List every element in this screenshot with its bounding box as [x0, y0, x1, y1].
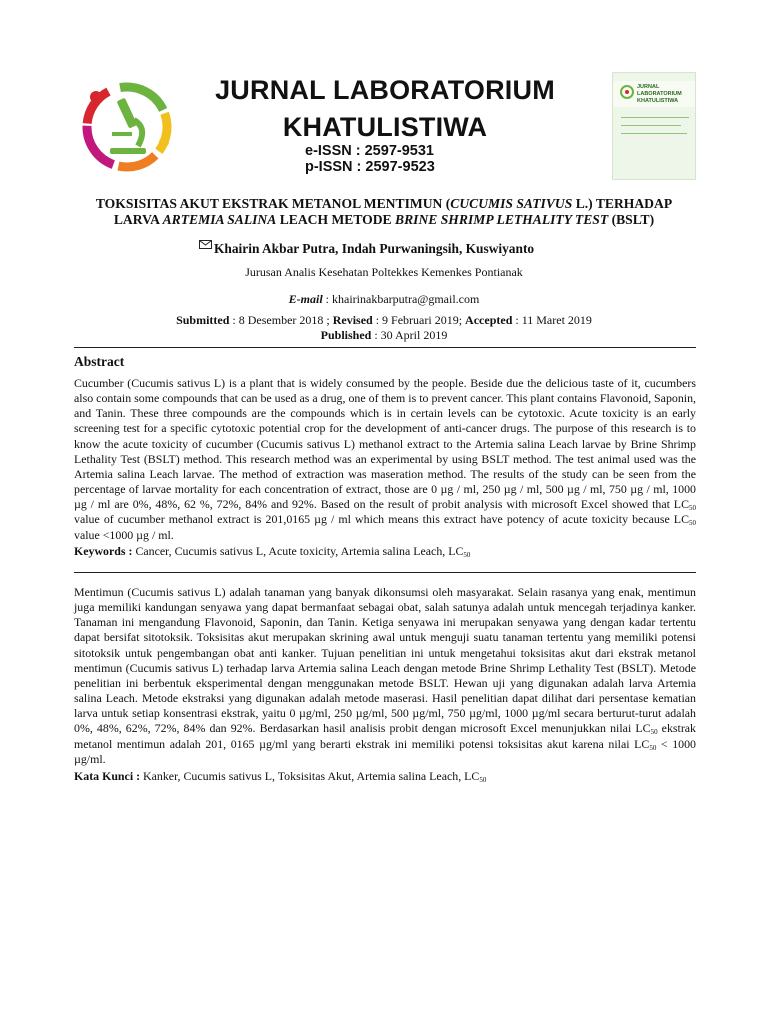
- eissn: e-ISSN : 2597-9531: [305, 143, 434, 159]
- dates-row-1: [0, 313, 768, 328]
- authors: Khairin Akbar Putra, Indah Purwaningsih, Kuswiyanto: [214, 241, 535, 256]
- journal-title: [195, 72, 575, 146]
- published-label: Published: [320, 328, 372, 342]
- kata-kunci-value: Kanker, Cucumis sativus L, Toksisitas Akut, Artemia salina Leach, LC: [140, 769, 480, 783]
- revised-label: Revised: [332, 313, 373, 327]
- cover-title-line1: JURNAL LABORATORIUM: [637, 84, 682, 97]
- abstract-text-a: Cucumber (Cucumis sativus L) is a plant that is widely consumed by the people. Beside due the delicious taste of it, cucumbers also contain some compounds that can be used as a drug, one of them is to prevent cancer. This plant contains Flavonoid, Saponin, and Tanin. These three compounds are the compounds which is in certain levels can be cytotoxic. Acute toxicity is an early screening test for a specific cytotoxic potential crop for the development of anti-cancer drugs. The purpose of this research is to know the acute toxicity of cucumber (Cucumis sativus L) methanol extract to the Artemia salina Leach larvae by Brine Shrimp Lethality Test (BSLT) method. This research method was an experimental by using BSLT method. The test animal used was the Artemia salina Leach larvae. The method of extraction was maseration method. The results of the study can be seen from the percentage of larvae mortality for each concentration of extract, those are 0 µg / ml, 250 µg / ml, 500 µg / ml, 750 µg / ml, 1000 µg / ml are 0%, 48%, 62 %, 72%, 84% and 92%. Based on the result of probit analysis with microsoft Excel showed that LC: [74, 376, 696, 512]
- keywords-value: Cancer, Cucumis sativus L, Acute toxicity, Artemia salina Leach, LC: [132, 544, 464, 558]
- title-part: LEACH METODE: [276, 212, 396, 227]
- title-species: CUCUMIS SATIVUS: [450, 196, 573, 211]
- published-value: : 30 April 2019: [374, 328, 448, 342]
- abstrak-text: [74, 585, 696, 767]
- journal-logo-icon: [72, 72, 182, 182]
- publication-dates: [0, 313, 768, 343]
- email-label: E-mail: [288, 292, 323, 306]
- accepted-value: : 11 Maret 2019: [515, 313, 592, 327]
- subscript: 50: [689, 504, 696, 513]
- abstrak-text-c: < 1000 µg/ml.: [74, 736, 696, 766]
- subscript: 50: [649, 743, 657, 752]
- divider-middle: [74, 572, 696, 573]
- title-part: (BSLT): [608, 212, 655, 227]
- envelope-icon: [199, 240, 212, 249]
- revised-value: : 9 Februari 2019;: [375, 313, 466, 327]
- dates-row-2: [0, 328, 768, 343]
- issn-block: [305, 143, 505, 175]
- journal-cover-thumbnail: [612, 72, 696, 180]
- title-species: ARTEMIA SALINA: [162, 212, 277, 227]
- abstract-text-c: value <1000 µg / ml.: [74, 527, 174, 542]
- keywords: [74, 544, 696, 559]
- abstract-heading: Abstract: [74, 354, 125, 369]
- abstrak-text-a: Mentimun (Cucumis sativus L) adalah tanaman yang banyak dikonsumsi oleh masyarakat. Selain rasanya yang enak, mentimun juga memiliki kandungan senyawa yang dapat bermanfaat sebagai obat, salah satunya adalah untuk mencegah terjadinya kanker. Tanaman ini mengandung Flavonoid, Saponin, dan Tanin. Ketiga senyawa ini merupakan senyawa yang dengan kadar tertentu dapat bersifat sitotoksik. Toksisitas akut merupakan skrining awal untuk menguji suatu tanaman tertentu yang memiliki potensi sitotoksik untuk pengembangan obat anti kanker. Tujuan penelitian ini untuk mengetahui toksisitas akut dari ekstrak metanol mentimun (Cucumis sativus L) terhadap larva Artemia salina Leach dengan metode Brine Shrimp Lethality Test (BSLT). Metode penelitian ini berbentuk eksperimental dengan menggunakan metode BSLT. Hewan uji yang digunakan adalah larva Artemia salina Leach. Metode ekstraksi yang digunakan adalah metode maserasi. Hasil penelitian dapat dilihat dari persentase kematian larva untuk setiap konsentrasi ekstrak, yaitu 0 µg/ml, 250 µg/ml, 500 µg/ml, 750 µg/ml, 1000 µg/ml secara berturut-turut adalah 0%, 48%, 62%, 72%, 84% dan 92%. Berdasarkan hasil analisis probit dengan microsoft Excel menunjukkan nilai LC: [74, 585, 696, 736]
- title-part: L.) TERHADAP LARVA: [113, 196, 673, 227]
- email-line: [0, 292, 768, 306]
- paper-title: [80, 196, 688, 228]
- kata-kunci-label: Kata Kunci :: [74, 769, 141, 783]
- divider-top: [74, 347, 696, 348]
- cover-title: [637, 84, 695, 105]
- cover-line: [621, 117, 689, 118]
- title-method: BRINE SHRIMP LETHALITY TEST: [395, 212, 609, 227]
- affiliation: Jurusan Analis Kesehatan Poltekkes Kemenkes Pontianak: [245, 265, 523, 279]
- submitted-label: Submitted: [176, 313, 230, 327]
- subscript: 50: [650, 728, 658, 737]
- abstract-text-b: value of cucumber methanol extract is 201,0165 µg / ml which means this extract have potency of acute toxicity because LC: [74, 512, 689, 527]
- email-value: : khairinakbarputra@gmail.com: [325, 292, 480, 306]
- keywords-label: Keywords :: [74, 544, 133, 558]
- submitted-value: : 8 Desember 2018 ;: [232, 313, 333, 327]
- cover-line: [621, 133, 687, 134]
- abstract-text: [74, 376, 696, 543]
- journal-title-line2: KHATULISTIWA: [282, 112, 488, 142]
- subscript: 50: [479, 776, 487, 784]
- kata-kunci: [74, 769, 696, 784]
- accepted-label: Accepted: [465, 313, 513, 327]
- cover-logo-icon: [619, 84, 635, 100]
- title-part: TOKSISITAS AKUT EKSTRAK METANOL MENTIMUN (: [95, 196, 451, 211]
- journal-title-line1: JURNAL LABORATORIUM: [215, 75, 555, 105]
- cover-line: [621, 125, 681, 126]
- pissn: p-ISSN : 2597-9523: [305, 159, 435, 175]
- cover-title-line2: KHATULISTIWA: [637, 98, 679, 104]
- subscript: 50: [689, 519, 696, 528]
- subscript: 50: [463, 551, 471, 559]
- abstrak-text-b: ekstrak metanol mentimun adalah 201, 0165 µg/ml yang berarti ekstrak ini memiliki potensi toksisitas akut karena nilai LC: [74, 721, 697, 751]
